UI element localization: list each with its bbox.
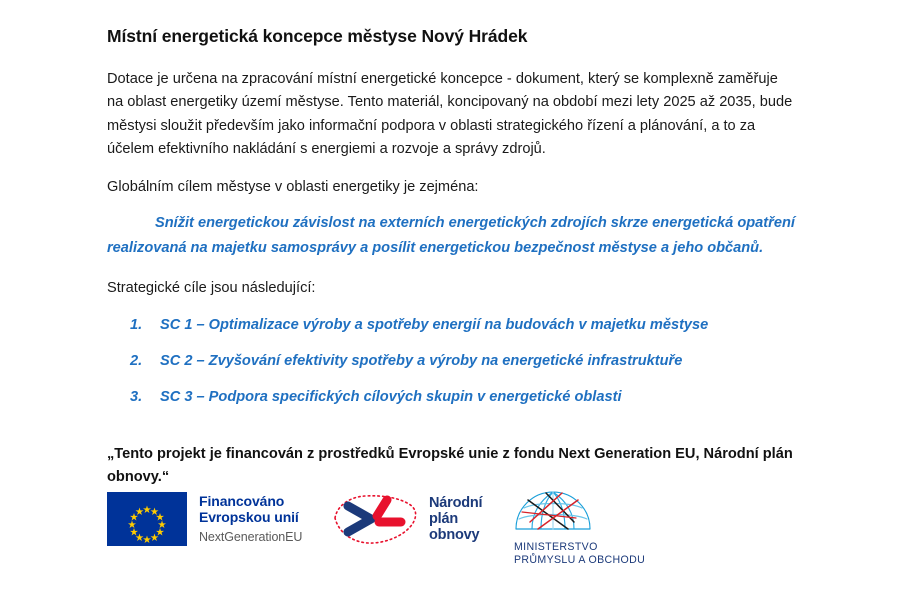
npo-logo-line3: obnovy	[429, 527, 480, 544]
ministry-logo-text	[512, 541, 645, 567]
eu-flag-icon	[107, 492, 187, 546]
national-recovery-plan-logo	[329, 490, 482, 548]
funding-statement: „Tento projekt je financován z prostředků Evropské unie z fondu Next Generation EU, Národní plán obnovy.“	[107, 445, 793, 485]
list-item	[107, 351, 808, 371]
list-item	[107, 387, 808, 407]
list-item	[107, 315, 808, 335]
global-goal-intro: Globálním cílem městyse v oblasti energetiky je zejména:	[107, 178, 479, 195]
strategic-goals-list	[107, 315, 808, 407]
ministry-logo-line2: PRŮMYSLU A OBCHODU	[514, 554, 646, 567]
logo-strip	[107, 488, 807, 568]
npo-logo-line1: Národní	[429, 494, 483, 511]
eu-logo-line2: Evropskou unií	[199, 509, 299, 525]
npo-logo-line2: plán	[429, 510, 459, 527]
list-item-number: 2.	[130, 352, 143, 369]
npo-logo-text	[429, 495, 482, 544]
ministry-of-industry-and-trade-logo	[512, 488, 645, 567]
ministry-logo-line1: MINISTERSTVO	[514, 541, 598, 553]
ministry-dome-icon	[512, 488, 594, 534]
list-item-label: SC 1 – Optimalizace výroby a spotřeby energií na budovách v majetku městyse	[160, 316, 709, 333]
npo-mark-icon	[329, 490, 421, 548]
list-item-number: 1.	[130, 316, 143, 333]
page-title: Místní energetická koncepce městyse Nový Hrádek	[107, 26, 528, 46]
global-goal-text: Snížit energetickou závislost na externích energetických zdrojích skrze energetická opatření realizovaná na majetku samosprávy a posílit energetickou bezpečnost městyse a jeho občanů.	[107, 215, 795, 257]
eu-stars-icon	[107, 492, 187, 546]
eu-logo-subtitle: NextGenerationEU	[199, 529, 303, 544]
eu-logo-text	[199, 494, 302, 543]
list-item-number: 3.	[130, 388, 143, 405]
strategic-goals-intro: Strategické cíle jsou následující:	[107, 280, 316, 297]
eu-funding-logo	[107, 492, 302, 546]
list-item-label: SC 3 – Podpora specifických cílových skupin v energetické oblasti	[160, 388, 622, 405]
list-item-label: SC 2 – Zvyšování efektivity spotřeby a výroby na energetické infrastruktuře	[160, 352, 683, 369]
eu-logo-line1: Financováno	[199, 493, 285, 510]
intro-paragraph: Dotace je určena na zpracování místní energetické koncepce - dokument, který se komplexně zaměřuje na oblast energetiky území městyse. Tento materiál, koncipovaný na období mezi lety 2025 až 2035, bude městysi sloužit především jako informační podpora v oblasti strategického řízení a plánování, a to za účelem efektivního nakládání s energiemi a rozvoje a správy zdrojů.	[107, 70, 793, 158]
